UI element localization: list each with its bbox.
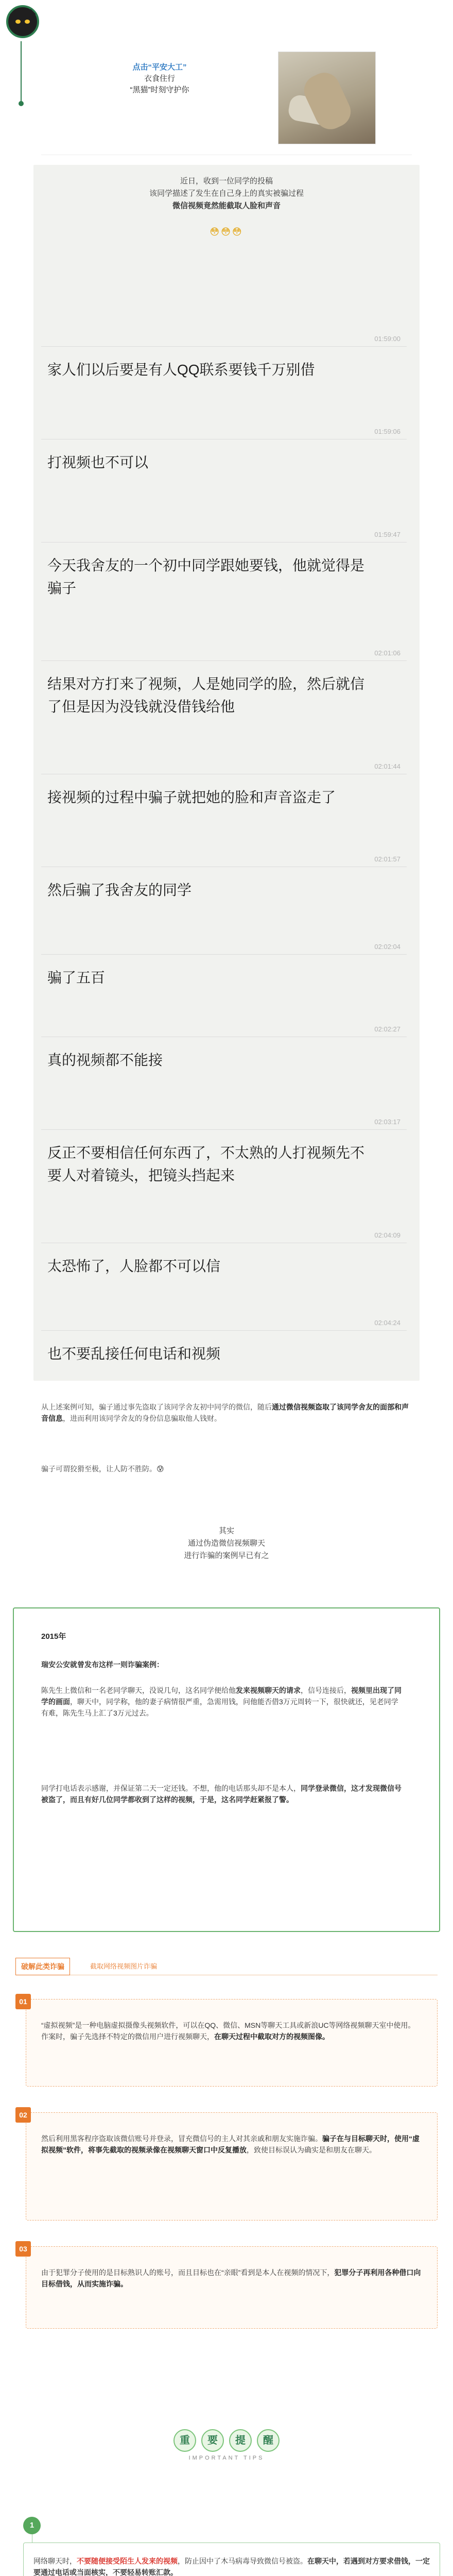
case-paragraph-2	[41, 1783, 402, 1805]
case-text: ，聊天中，同学称，他的妻子病情很严重，急需用钱，问他能否借3万元周转一下，很快就还，见老同学有难，陈先生马上汇了3万元过去。	[41, 1698, 398, 1717]
trick-text-1	[41, 2020, 422, 2042]
case-text: 陈先生上微信和一名老同学聊天，没说几句，这名同学便给他	[41, 1686, 236, 1694]
tip-text-bold: 在聊天中，若遇到对方要求借钱，一定要通过电话或当面核实，不要轻易转账汇款。	[33, 2557, 430, 2576]
intro-line-3: 微信视频竟然能截取人脸和声音	[172, 201, 281, 210]
tip-text-red: 不要随便接受陌生人发来的视频	[77, 2557, 178, 2565]
intro-line-1: 近日，收到一位同学的投稿	[180, 177, 273, 185]
message-timestamp: 01:59:00	[374, 335, 400, 343]
tips-subtitle: IMPORTANT TIPS	[188, 2455, 265, 2461]
message-text: 然后骗了我舍友的同学	[47, 882, 192, 898]
section-tag: 破解此类诈骗	[15, 1958, 70, 1975]
case-text: 同学打电话表示感谢，并保证第二天一定还钱。不想，他的电话那头却不是本人，	[41, 1784, 301, 1792]
message-text: 真的视频都不能接	[47, 1052, 163, 1068]
analysis-text-c: ，进而利用该同学舍友的身份信息骗取他人钱财。	[63, 1414, 221, 1422]
important-tips-title	[154, 2429, 299, 2452]
chat-intro	[33, 175, 420, 212]
message-text: 太恐怖了，人脸都不可以信	[47, 1258, 221, 1274]
section-subtitle: 截取网络视频图片诈骗	[90, 1962, 158, 1970]
trick-text: “虚拟视频”是一种电脑虚拟摄像头视频软件，可以在QQ、微信、MSN等聊天工具或新浪UC等网络视频聊天室中使用。作案时，骗子先选择不特定的微信用户进行视频聊天，	[41, 2021, 415, 2041]
tips-char: 重	[173, 2429, 196, 2452]
message-text: 结果对方打来了视频，人是她同学的脸，然后就信了但是因为没钱就没借钱给他	[47, 676, 365, 715]
case-paragraph-1	[41, 1685, 402, 1719]
message-timestamp: 01:59:06	[374, 428, 400, 435]
case-box	[13, 1607, 440, 1932]
message-timestamp: 02:04:09	[374, 1231, 400, 1239]
case-analysis	[41, 1401, 412, 1424]
trick-box-2	[26, 2112, 438, 2221]
transition-text	[0, 1525, 453, 1562]
message-timestamp: 02:01:06	[374, 649, 400, 657]
trick-text-bold: 骗子在与目标聊天时，使用“虚拟视频”软件，将事先截取的视频录像在视频聊天窗口中反复播放	[41, 2134, 420, 2154]
case-text-bold: 视频里出现了同学的画面	[41, 1686, 402, 1706]
case-text-bold: 同学登录微信，这才发现微信号被盗了，而且有好几位同学都收到了这样的视频，于是，这名同学赶紧报了警。	[41, 1784, 402, 1804]
header-line-2: 衣食住行	[144, 74, 175, 83]
case-title: 瑞安公安就曾发布这样一则诈骗案例：	[41, 1660, 164, 1669]
trick-number-1: 01	[15, 1994, 31, 2009]
tips-char: 醒	[257, 2429, 280, 2452]
trick-text-3	[41, 2267, 422, 2290]
tips-char: 提	[229, 2429, 252, 2452]
trick-text-bold: 犯罪分子再利用各种借口向目标借钱，从而实施诈骗。	[41, 2268, 421, 2288]
chat-screenshot-panel	[33, 165, 420, 1381]
message-separator	[41, 660, 407, 661]
message-separator	[41, 542, 407, 543]
trick-text: 然后利用黑客程序盗取该微信账号并登录，冒充微信号的主人对其亲戚和朋友实施诈骗。	[41, 2134, 322, 2143]
trick-box-1	[26, 1999, 438, 2087]
trick-text-bold: 在聊天过程中截取对方的视频图像。	[214, 2032, 329, 2041]
message-text: 打视频也不可以	[47, 454, 149, 470]
intro-line-2: 该同学描述了发生在自己身上的真实被骗过程	[149, 189, 304, 198]
case-text-bold: 发来视频聊天的请求	[236, 1686, 301, 1694]
message-separator	[41, 1330, 407, 1331]
message-timestamp: 02:02:27	[374, 1025, 400, 1033]
trick-text: 由于犯罪分子使用的是目标熟识人的账号，而且目标也在“亲眼”看到是本人在视频的情况下，	[41, 2268, 335, 2277]
trick-text-2	[41, 2133, 422, 2156]
message-text: 今天我舍友的一个初中同学跟她要钱，他就觉得是骗子	[47, 557, 365, 596]
analysis-text-b: 通过微信视频盗取了该同学舍友的面部和声音信息	[41, 1403, 409, 1422]
header-line-3: “黑猫”时刻守护你	[130, 86, 189, 94]
message-text: 骗了五百	[47, 970, 106, 986]
header-vertical-line	[21, 41, 22, 103]
message-timestamp: 02:01:57	[374, 855, 400, 863]
message-text: 接视频的过程中骗子就把她的脸和声音盗走了	[47, 789, 336, 805]
mid-line-1: 其实	[218, 1527, 234, 1535]
tip-text-1	[33, 2555, 435, 2576]
message-separator	[41, 954, 407, 955]
case-text: ，信号连接后，	[301, 1686, 351, 1694]
message-timestamp: 01:59:47	[374, 531, 400, 538]
trick-number-3: 03	[15, 2241, 31, 2257]
message-text: 家人们以后要是有人QQ联系要钱千万别借	[47, 362, 315, 378]
message-separator	[41, 346, 407, 347]
message-separator	[41, 1129, 407, 1130]
mid-line-2: 通过伪造微信视频聊天	[187, 1539, 265, 1548]
mid-line-3: 进行诈骗的案例早已有之	[184, 1551, 269, 1560]
tip-number-1: 1	[23, 2517, 41, 2534]
analysis-text-a: 从上述案例可知，骗子通过事先盗取了该同学舍友初中同学的微信，随后	[41, 1403, 272, 1411]
cat-logo-icon	[6, 5, 39, 38]
message-text: 反正不要相信任何东西了，不太熟的人打视频先不要人对着镜头，把镜头挡起来	[47, 1145, 365, 1183]
shocked-emoji-row: 😳😳😳	[210, 227, 243, 237]
message-timestamp: 02:02:04	[374, 943, 400, 951]
case-year: 2015年	[41, 1632, 66, 1641]
tip-text: ，防止因中了木马病毒导致微信号被盗。	[178, 2557, 307, 2565]
message-timestamp: 02:04:24	[374, 1319, 400, 1327]
message-text: 也不要乱接任何电话和视频	[47, 1346, 221, 1362]
analysis-note: 骗子可谓狡猾至极，让人防不胜防。😰	[41, 1465, 164, 1473]
trick-number-2: 02	[15, 2107, 31, 2123]
header-dot	[19, 101, 24, 106]
header-line-1[interactable]: 点击“平安大工”	[132, 63, 187, 72]
header-illustration	[278, 52, 376, 144]
message-timestamp: 02:01:44	[374, 762, 400, 770]
header-slogan	[82, 62, 237, 96]
tip-text: 网络聊天时，	[33, 2557, 77, 2565]
message-timestamp: 02:03:17	[374, 1118, 400, 1126]
tips-char: 要	[201, 2429, 224, 2452]
trick-text: ，致使目标误认为确实是和朋友在聊天。	[247, 2146, 376, 2154]
